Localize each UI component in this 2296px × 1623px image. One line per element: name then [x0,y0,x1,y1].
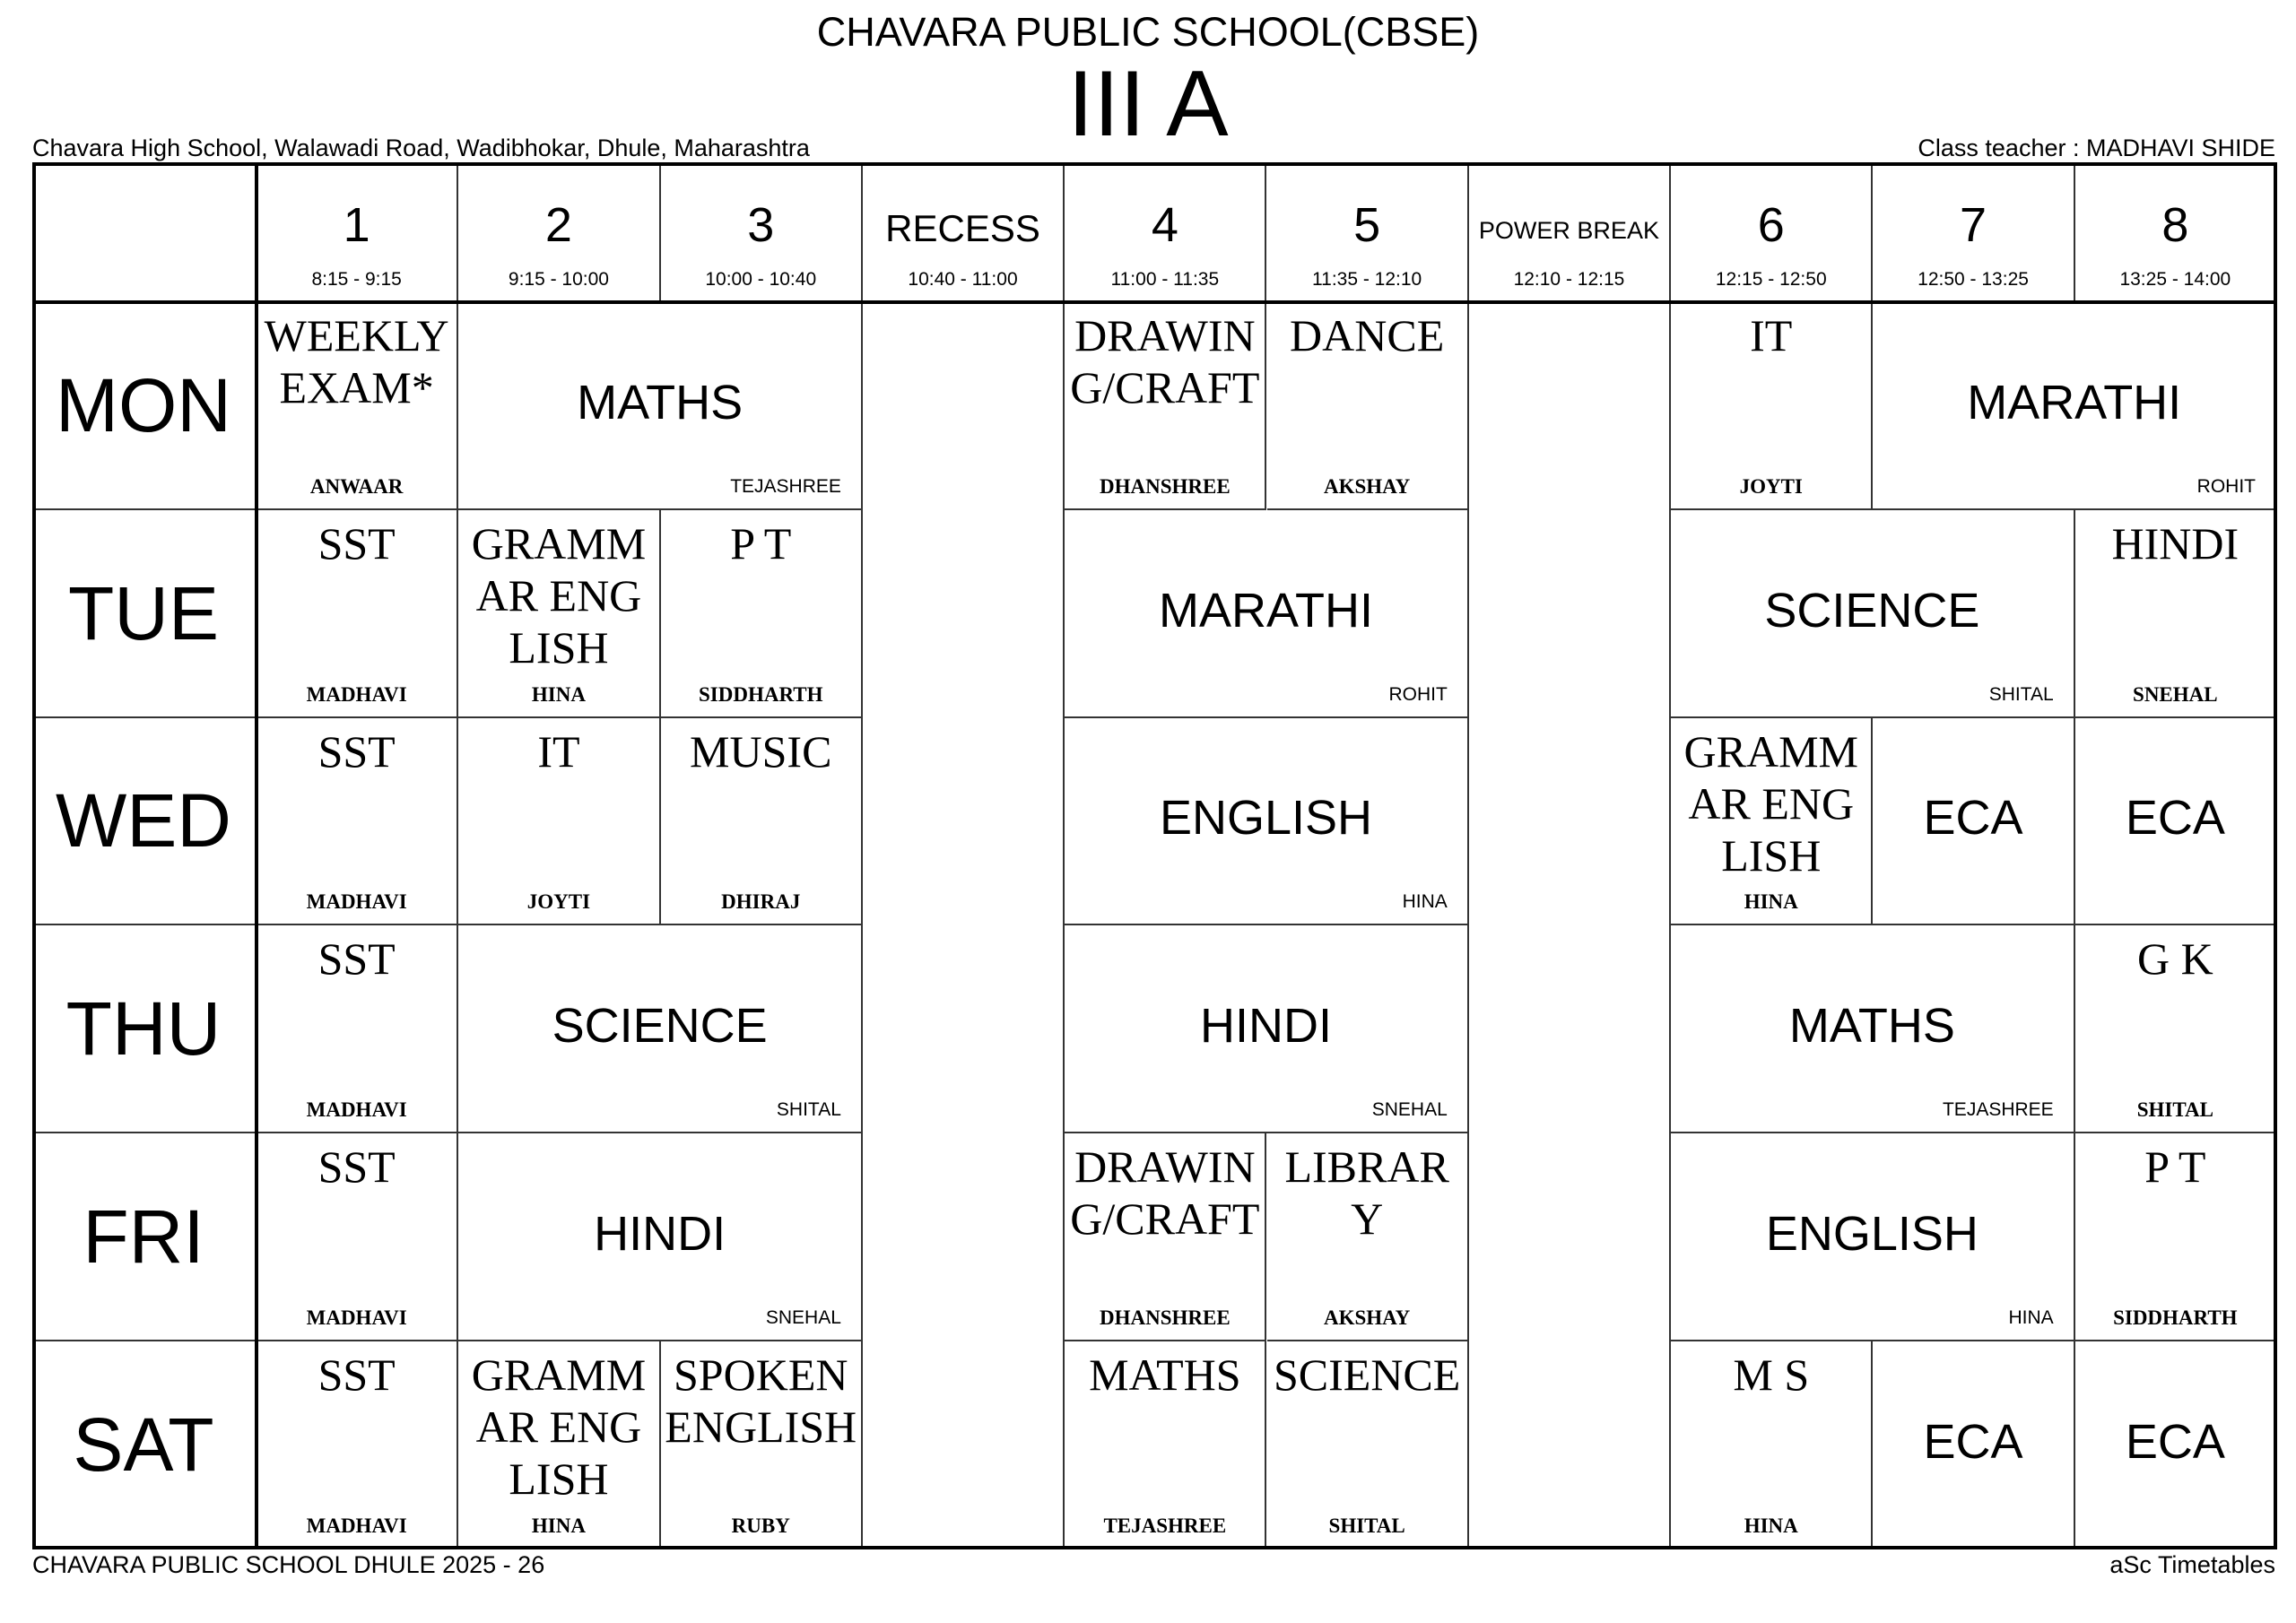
period-time: 10:40 - 11:00 [908,269,1018,290]
period-label: 5 [1353,198,1381,252]
period-time: 11:00 - 11:35 [1110,269,1220,290]
class-name: III A [1067,52,1229,156]
lesson-cell [1267,1133,1469,1341]
lesson-subject: MATHS [577,375,744,430]
lesson-cell [1065,925,1469,1133]
day-label-cell [32,718,257,926]
lesson-teacher: SNEHAL [765,1306,841,1328]
lesson-cell [458,1133,863,1341]
day-column-divider [255,162,258,1549]
day-label: THU [65,986,222,1072]
timetable-grid [32,162,2277,1549]
period-label: 3 [747,198,775,252]
lesson-cell [661,718,863,926]
lesson-cell [257,925,458,1133]
lesson-subject: HINDI [594,1206,726,1261]
lesson-cell [1267,302,1469,510]
lesson-subject: MUSIC [690,725,832,777]
period-label: RECESS [885,207,1040,249]
lesson-teacher: HINA [531,682,586,706]
lesson-teacher: AKSHAY [1324,1306,1411,1329]
period-label: POWER BREAK [1478,217,1659,244]
lesson-subject: MATHS [1788,999,1955,1054]
lesson-subject: DRAWIN G/CRAFT [1070,310,1260,412]
lesson-cell [1671,718,1873,926]
corner-cell [32,162,257,302]
lesson-teacher: HINA [2008,1306,2054,1328]
lesson-cell [1065,718,1469,926]
period-header [1469,162,1671,302]
lesson-teacher: SHITAL [776,1099,841,1121]
lesson-subject: DANCE [1290,310,1445,360]
lesson-cell [661,1341,863,1549]
lesson-cell [1671,925,2075,1133]
lesson-cell [458,302,863,510]
lesson-teacher: SHITAL [1328,1514,1405,1537]
lesson-cell [1267,1341,1469,1549]
lesson-subject: IT [1750,310,1793,360]
lesson-cell [2075,1341,2277,1549]
lesson-teacher: MADHAVI [306,682,407,706]
lesson-cell [1671,1133,2075,1341]
lesson-subject: SST [317,933,396,985]
lesson-cell [1873,718,2074,926]
lesson-subject: G K [2136,933,2213,985]
period-time: 12:50 - 13:25 [1918,269,2029,290]
lesson-subject: P T [2144,1141,2206,1193]
period-header [1267,162,1469,302]
lesson-teacher: DHIRAJ [721,890,801,914]
period-time: 8:15 - 9:15 [311,269,402,290]
lesson-teacher: AKSHAY [1324,474,1411,498]
lesson-teacher: TEJASHREE [1942,1099,2054,1121]
period-time: 13:25 - 14:00 [2119,269,2231,290]
lesson-teacher: HINA [531,1514,586,1537]
lesson-subject: ECA [2125,1414,2225,1469]
lesson-subject: HINDI [1199,999,1332,1054]
lesson-subject: MATHS [1089,1350,1241,1400]
lesson-cell [1065,302,1266,510]
lesson-teacher: SNEHAL [1371,1099,1448,1121]
lesson-cell [1671,302,1873,510]
lesson-teacher: SHITAL [2136,1098,2213,1122]
lesson-subject: SST [317,1350,396,1400]
period-label: 2 [544,198,572,252]
lesson-subject: SCIENCE [1764,583,1980,638]
period-header [863,162,1065,302]
lesson-teacher: RUBY [731,1514,790,1537]
power-break-column [1469,302,1671,1549]
lesson-teacher: HINA [1744,1514,1798,1537]
lesson-cell [458,718,660,926]
footer-school-year: CHAVARA PUBLIC SCHOOL DHULE 2025 - 26 [32,1551,545,1578]
lesson-teacher: HINA [1744,890,1798,914]
period-header [458,162,660,302]
header-divider [32,300,2277,304]
period-label: 4 [1151,198,1178,252]
lesson-teacher: SHITAL [1988,683,2054,705]
school-name: CHAVARA PUBLIC SCHOOL(CBSE) [816,9,1480,55]
lesson-cell [458,925,863,1133]
lesson-cell [1671,510,2075,718]
lesson-subject: GRAMM AR ENG LISH [471,1350,647,1504]
lesson-subject: ECA [2125,791,2225,846]
period-time: 10:00 - 10:40 [705,269,817,290]
lesson-teacher: HINA [1402,891,1448,913]
lesson-teacher: DHANSHREE [1099,474,1231,498]
day-label-cell [32,1133,257,1341]
period-label: 6 [1757,198,1785,252]
lesson-subject: SST [317,517,396,568]
period-time: 9:15 - 10:00 [508,269,609,290]
lesson-cell [2075,510,2277,718]
lesson-teacher: MADHAVI [306,890,407,914]
day-label-cell [32,302,257,510]
lesson-cell [2075,718,2277,926]
period-label: 8 [2161,198,2189,252]
lesson-cell [458,510,660,718]
lesson-teacher: SIDDHARTH [698,682,823,706]
lesson-cell [1873,1341,2074,1549]
lesson-teacher: ANWAAR [309,474,404,498]
day-label-cell [32,925,257,1133]
period-header [2075,162,2277,302]
period-header [257,162,458,302]
lesson-subject: ENGLISH [1159,791,1373,846]
lesson-teacher: MADHAVI [306,1098,407,1122]
lesson-subject: HINDI [2111,517,2239,568]
lesson-subject: IT [537,725,580,777]
lesson-teacher: ROHIT [2196,475,2256,497]
day-label: WED [56,778,231,864]
lesson-teacher: SIDDHARTH [2113,1306,2238,1329]
footer-credit: aSc Timetables [2109,1551,2275,1578]
lesson-subject: LIBRAR Y [1284,1141,1449,1245]
lesson-cell [1065,1341,1266,1549]
lesson-cell [458,1341,660,1549]
lesson-subject: M S [1733,1350,1810,1400]
school-address: Chavara High School, Walawadi Road, Wadibhokar, Dhule, Maharashtra [32,135,810,161]
lesson-cell [257,510,458,718]
lesson-subject: ENGLISH [1765,1206,1979,1261]
lesson-cell [1873,302,2277,510]
period-header [661,162,863,302]
lesson-teacher: MADHAVI [306,1306,407,1329]
lesson-cell [1671,1341,1873,1549]
period-label: 7 [1960,198,1987,252]
lesson-subject: MARATHI [1158,583,1373,638]
lesson-subject: P T [730,517,792,568]
lesson-cell [661,510,863,718]
lesson-teacher: JOYTI [1739,474,1803,498]
class-teacher: Class teacher : MADHAVI SHIDE [1918,135,2275,161]
lesson-subject: DRAWIN G/CRAFT [1070,1141,1260,1245]
lesson-cell [257,1133,458,1341]
lesson-teacher: DHANSHREE [1099,1306,1231,1329]
lesson-subject: ECA [1923,1414,2023,1469]
lesson-cell [1065,510,1469,718]
lesson-subject: WEEKLY EXAM* [264,310,449,412]
period-header [1873,162,2074,302]
day-label: SAT [73,1402,214,1487]
period-time: 12:15 - 12:50 [1715,269,1827,290]
lesson-cell [1065,1133,1266,1341]
lesson-subject: ECA [1923,791,2023,846]
lesson-subject: SST [317,725,396,777]
day-label: TUE [68,570,219,655]
period-header [1671,162,1873,302]
period-header [1065,162,1266,302]
lesson-subject: SCIENCE [1273,1350,1461,1400]
day-label-cell [32,510,257,718]
lesson-cell [257,1341,458,1549]
recess-column [863,302,1065,1549]
lesson-cell [257,302,458,510]
lesson-subject: MARATHI [1967,375,2182,430]
lesson-subject: SCIENCE [552,999,768,1054]
lesson-cell [2075,1133,2277,1341]
lesson-cell [2075,925,2277,1133]
lesson-subject: GRAMM AR ENG LISH [471,517,647,673]
lesson-teacher: SNEHAL [2133,682,2218,706]
lesson-teacher: JOYTI [526,890,591,914]
day-label: FRI [83,1194,204,1280]
lesson-teacher: MADHAVI [306,1514,407,1537]
lesson-subject: SPOKEN ENGLISH [665,1350,857,1452]
lesson-teacher: TEJASHREE [730,475,841,497]
period-time: 12:10 - 12:15 [1513,269,1625,290]
period-label: 1 [343,198,370,252]
period-time: 11:35 - 12:10 [1312,269,1422,290]
lesson-teacher: TEJASHREE [1103,1514,1227,1537]
lesson-subject: SST [317,1141,396,1193]
day-label: MON [56,362,231,447]
day-label-cell [32,1341,257,1549]
lesson-teacher: ROHIT [1388,683,1448,705]
lesson-cell [257,718,458,926]
lesson-subject: GRAMM AR ENG LISH [1683,725,1858,881]
